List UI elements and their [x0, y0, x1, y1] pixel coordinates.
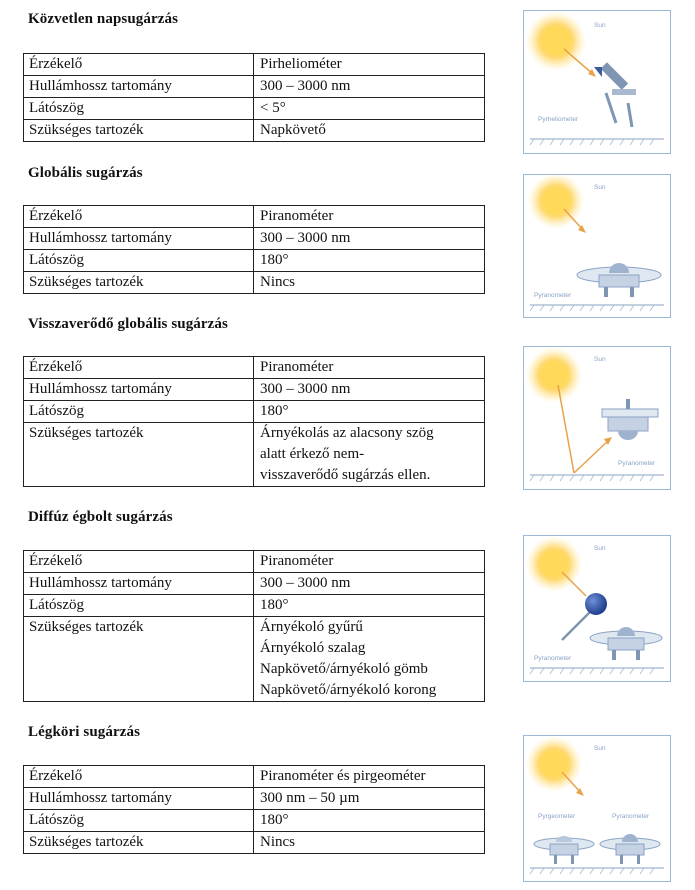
pyranometer-icon [600, 834, 660, 864]
row-key: Látószög [24, 98, 254, 120]
table-row [24, 76, 485, 98]
section-title: Diffúz égbolt sugárzás [28, 509, 173, 525]
table-row [24, 810, 485, 832]
table-row [24, 120, 485, 142]
row-value: Napkövető [254, 120, 485, 142]
table-row [24, 832, 485, 854]
pyrgeometer-icon [534, 836, 594, 864]
value-line: Árnyékoló gyűrű [260, 619, 363, 635]
section-title: Visszaverődő globális sugárzás [28, 316, 228, 332]
pyrheliometer-icon [594, 62, 636, 127]
instrument-label: Pyrheliometer [538, 116, 579, 123]
row-key: Hullámhossz tartomány [24, 76, 254, 98]
row-value: Pirheliométer [254, 54, 485, 76]
row-value: 300 – 3000 nm [254, 228, 485, 250]
pyranometer-icon [590, 627, 662, 660]
inverted-pyranometer-icon [602, 399, 658, 440]
value-line: Árnyékolás az alacsony szög [260, 425, 434, 441]
table-row [24, 206, 485, 228]
row-value: Piranométer [254, 357, 485, 379]
properties-table [23, 356, 485, 487]
row-key: Látószög [24, 401, 254, 423]
table-row [24, 272, 485, 294]
row-value: < 5° [254, 98, 485, 120]
row-value: 180° [254, 595, 485, 617]
row-value: 180° [254, 250, 485, 272]
row-key: Szükséges tartozék [24, 120, 254, 142]
table-row [24, 423, 485, 487]
shaded-pyranometer-illustration [523, 535, 671, 682]
row-key: Érzékelő [24, 357, 254, 379]
row-key: Érzékelő [24, 551, 254, 573]
row-key: Érzékelő [24, 766, 254, 788]
table-row [24, 54, 485, 76]
table-row [24, 788, 485, 810]
row-key: Érzékelő [24, 206, 254, 228]
row-value: 180° [254, 401, 485, 423]
value-line: Napkövető/árnyékoló korong [260, 682, 437, 698]
table-row [24, 250, 485, 272]
row-key: Látószög [24, 810, 254, 832]
table-row [24, 228, 485, 250]
sun-label: Sun [594, 184, 606, 191]
row-value: Nincs [254, 272, 485, 294]
value-line: Árnyékoló szalag [260, 640, 366, 656]
instrument-label: Pyranometer [534, 655, 572, 662]
pyranometer-icon [577, 263, 661, 297]
table-row [24, 573, 485, 595]
section-title: Közvetlen napsugárzás [28, 11, 179, 27]
row-value: Piranométer [254, 206, 485, 228]
row-value: 300 – 3000 nm [254, 76, 485, 98]
table-row [24, 401, 485, 423]
pyrheliometer-illustration [523, 10, 671, 154]
table-row [24, 766, 485, 788]
properties-table [23, 53, 485, 142]
table-row [24, 595, 485, 617]
table-row [24, 98, 485, 120]
row-key: Szükséges tartozék [24, 617, 254, 702]
section-title: Globális sugárzás [28, 165, 143, 181]
properties-table [23, 550, 485, 702]
sun-label: Sun [594, 745, 606, 752]
properties-table [23, 765, 485, 854]
row-value: 180° [254, 810, 485, 832]
pyrgeometer-pyranometer-illustration [523, 735, 671, 882]
row-value: 300 – 3000 nm [254, 379, 485, 401]
row-key: Szükséges tartozék [24, 272, 254, 294]
row-key: Látószög [24, 250, 254, 272]
row-value: Piranométer és pirgeométer [254, 766, 485, 788]
sun-label: Sun [594, 22, 606, 29]
instrument-label: Pyranometer [618, 460, 656, 467]
row-value [254, 423, 485, 487]
row-key: Érzékelő [24, 54, 254, 76]
row-key: Hullámhossz tartomány [24, 228, 254, 250]
table-row [24, 617, 485, 702]
row-value: 300 nm – 50 µm [254, 788, 485, 810]
sun-label: Sun [594, 356, 606, 363]
value-line: visszaverődő sugárzás ellen. [260, 467, 431, 483]
table-row [24, 357, 485, 379]
row-value: 300 – 3000 nm [254, 573, 485, 595]
row-key: Szükséges tartozék [24, 423, 254, 487]
row-key: Szükséges tartozék [24, 832, 254, 854]
section-title: Légköri sugárzás [28, 724, 141, 740]
instrument-label: Pyranometer [612, 813, 650, 820]
row-key: Látószög [24, 595, 254, 617]
pyranometer-illustration [523, 174, 671, 318]
table-row [24, 379, 485, 401]
instrument-label: Pyrgeometer [538, 813, 576, 820]
sun-label: Sun [594, 545, 606, 552]
table-row [24, 551, 485, 573]
reflected-pyranometer-illustration [523, 346, 671, 490]
value-line: alatt érkező nem- [260, 446, 365, 462]
row-key: Hullámhossz tartomány [24, 788, 254, 810]
row-key: Hullámhossz tartomány [24, 573, 254, 595]
value-line: Napkövető/árnyékoló gömb [260, 661, 428, 677]
properties-table [23, 205, 485, 294]
instrument-label: Pyranometer [534, 292, 572, 299]
row-value: Piranométer [254, 551, 485, 573]
row-value [254, 617, 485, 702]
row-key: Hullámhossz tartomány [24, 379, 254, 401]
row-value: Nincs [254, 832, 485, 854]
